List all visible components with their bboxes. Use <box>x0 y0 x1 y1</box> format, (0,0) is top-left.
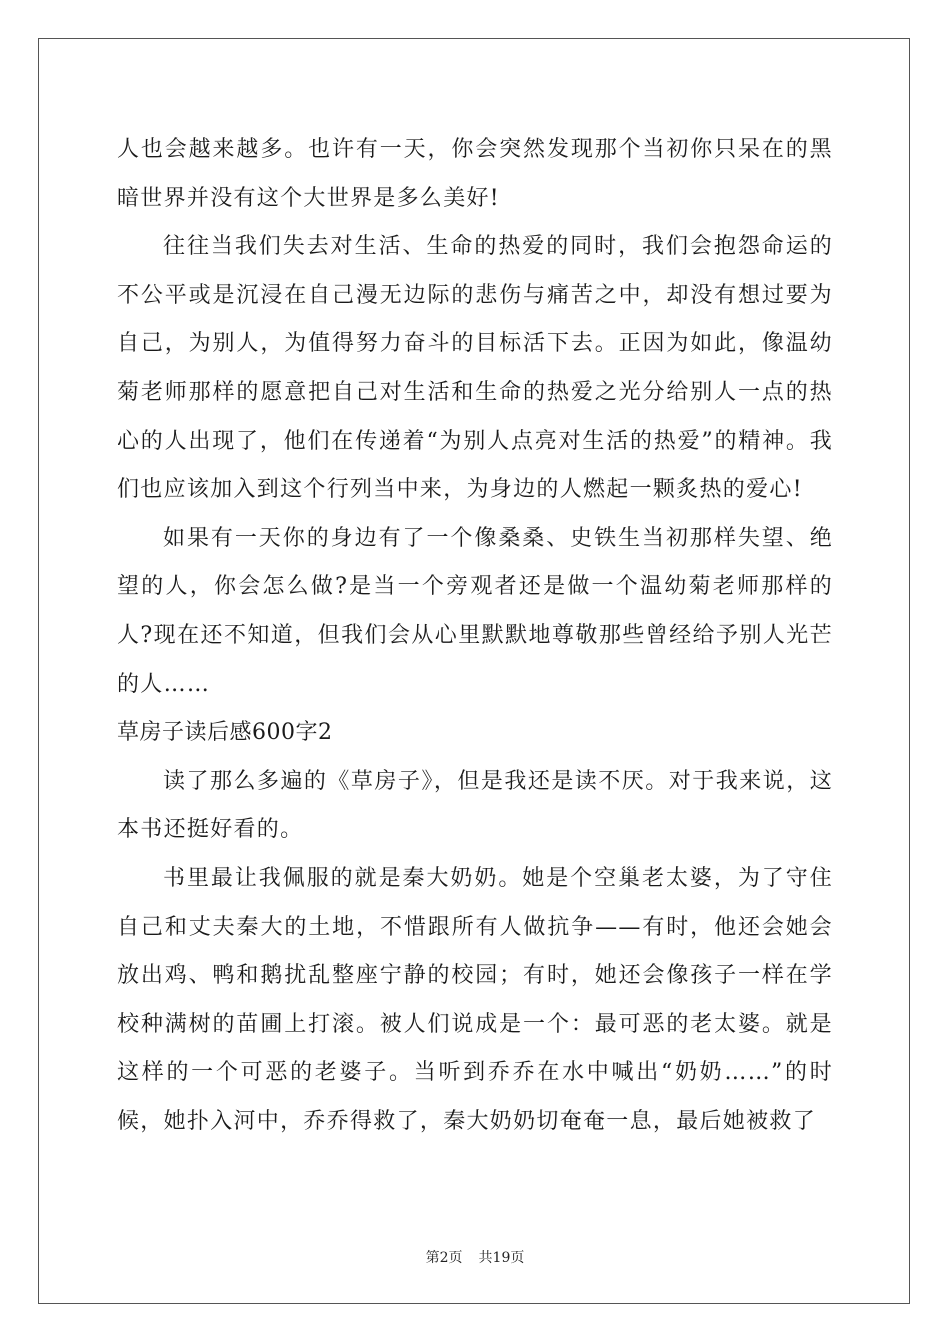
page-number: 第2页 <box>425 1250 463 1266</box>
page-total: 共19页 <box>478 1250 525 1266</box>
document-body <box>117 126 833 1146</box>
paragraph-5: 书里最让我佩服的就是秦大奶奶。她是个空巢老太婆，为了守住自己和丈夫秦大的土地，不惜跟所有人做抗争——有时，他还会她会放出鸡、鸭和鹅扰乱整座宁静的校园；有时，她还会像孩子一样在学校种满树的苗圃上打滚。被人们说成是一个：最可恶的老太婆。就是这样的一个可恶的老婆子。当听到乔乔在水中喊出“奶奶……”的时候，她扑入河中，乔乔得救了，秦大奶奶切奄奄一息，最后她被救了 <box>117 865 833 1134</box>
paragraph-2: 往往当我们失去对生活、生命的热爱的同时，我们会抱怨命运的不公平或是沉浸在自己漫无边际的悲伤与痛苦之中，却没有想过要为自己，为别人，为值得努力奋斗的目标活下去。正因为如此，像温幼菊老师那样的愿意把自己对生活和生命的热爱之光分给别人一点的热心的人出现了，他们在传递着“为别人点亮对生活的热爱”的精神。我们也应该加入到这个行列当中来，为身边的人燃起一颗炙热的爱心! <box>117 234 833 503</box>
paragraph-1: 人也会越来越多。也许有一天，你会突然发现那个当初你只呆在的黑暗世界并没有这个大世界是多么美好! <box>117 137 833 211</box>
page-footer <box>0 1247 950 1267</box>
paragraph-4: 读了那么多遍的《草房子》，但是我还是读不厌。对于我来说，这本书还挺好看的。 <box>117 768 833 843</box>
section-heading: 草房子读后感600字2 <box>117 720 333 746</box>
paragraph-3: 如果有一天你的身边有了一个像桑桑、史铁生当初那样失望、绝望的人，你会怎么做?是当一个旁观者还是做一个温幼菊老师那样的人?现在还不知道，但我们会从心里默默地尊敬那些曾经给予别人光芒的人…… <box>117 525 833 697</box>
